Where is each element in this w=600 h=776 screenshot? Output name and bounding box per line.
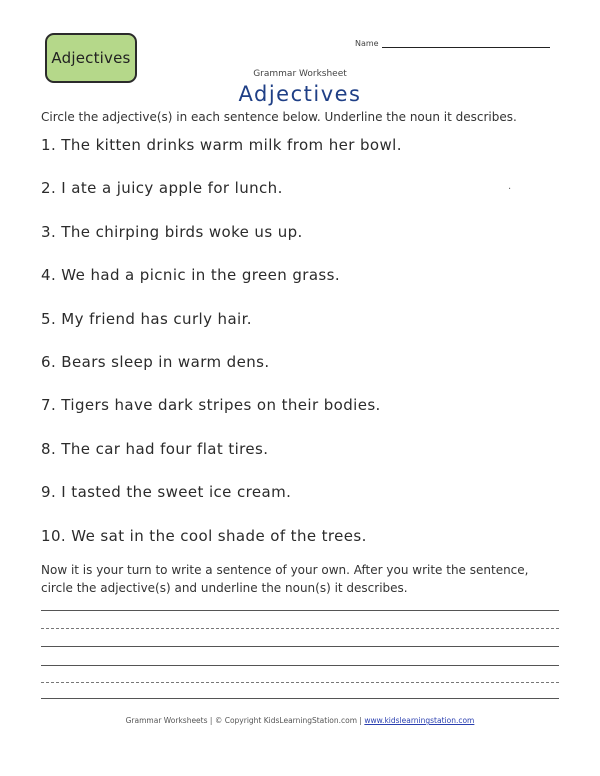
writing-line-top: [41, 665, 559, 666]
stray-mark: .: [508, 181, 512, 192]
sentence-number: 2.: [41, 179, 57, 198]
sentence-text: We sat in the cool shade of the trees.: [71, 526, 367, 545]
footer-left: Grammar Worksheets: [125, 716, 208, 725]
sentence-item: [41, 265, 402, 308]
sentence-number: 8.: [41, 439, 57, 458]
sentence-text: We had a picnic in the green grass.: [61, 266, 341, 285]
sentence-number: 3.: [41, 222, 57, 241]
sentence-text: Tigers have dark stripes on their bodies.: [61, 396, 381, 415]
sentence-number: 1.: [41, 136, 57, 154]
sentence-list: [41, 135, 402, 569]
sentence-number: 6.: [41, 352, 57, 371]
sentence-number: 10.: [41, 526, 67, 545]
sentence-number: 7.: [41, 396, 57, 415]
sentence-text: The chirping birds woke us up.: [61, 222, 303, 241]
sentence-item: [41, 439, 402, 482]
badge-label: Adjectives: [51, 49, 131, 67]
page-title: Adjectives: [238, 82, 362, 106]
sentence-item: [41, 352, 402, 395]
writing-prompt: Now it is your turn to write a sentence of your own. After you write the sentence, circle the adjective(s) and underline the noun(s) it describes.: [41, 563, 529, 595]
footer-copyright: | © Copyright KidsLearningStation.com |: [207, 716, 365, 725]
instructions: Circle the adjective(s) in each sentence below. Underline the noun it describes.: [41, 110, 517, 124]
sentence-item: [41, 135, 402, 178]
sentence-text: The car had four flat tires.: [61, 439, 269, 458]
name-write-line: [382, 38, 550, 48]
writing-line-base: [41, 646, 559, 647]
writing-line-middle: [41, 628, 559, 629]
worksheet-subtitle: Grammar Worksheet: [253, 69, 347, 79]
sentence-number: 9.: [41, 483, 57, 502]
name-field: [355, 38, 550, 48]
footer: [0, 716, 600, 725]
sentence-item: [41, 395, 402, 438]
writing-line-top: [41, 610, 559, 611]
sentence-text: I tasted the sweet ice cream.: [61, 483, 292, 502]
sentence-text: My friend has curly hair.: [61, 309, 252, 328]
sentence-text: The kitten drinks warm milk from her bowl.: [61, 136, 402, 154]
name-label: Name: [355, 39, 379, 48]
footer-link[interactable]: www.kidslearningstation.com: [364, 716, 475, 725]
writing-line-middle: [41, 682, 559, 683]
sentence-item: [41, 309, 402, 352]
sentence-item: [41, 222, 402, 265]
sentence-text: I ate a juicy apple for lunch.: [61, 179, 283, 198]
sentence-item: [41, 482, 402, 525]
sentence-number: 4.: [41, 266, 57, 285]
sentence-text: Bears sleep in warm dens.: [61, 352, 270, 371]
sentence-item: [41, 178, 402, 221]
writing-line-base: [41, 698, 559, 699]
sentence-number: 5.: [41, 309, 57, 328]
